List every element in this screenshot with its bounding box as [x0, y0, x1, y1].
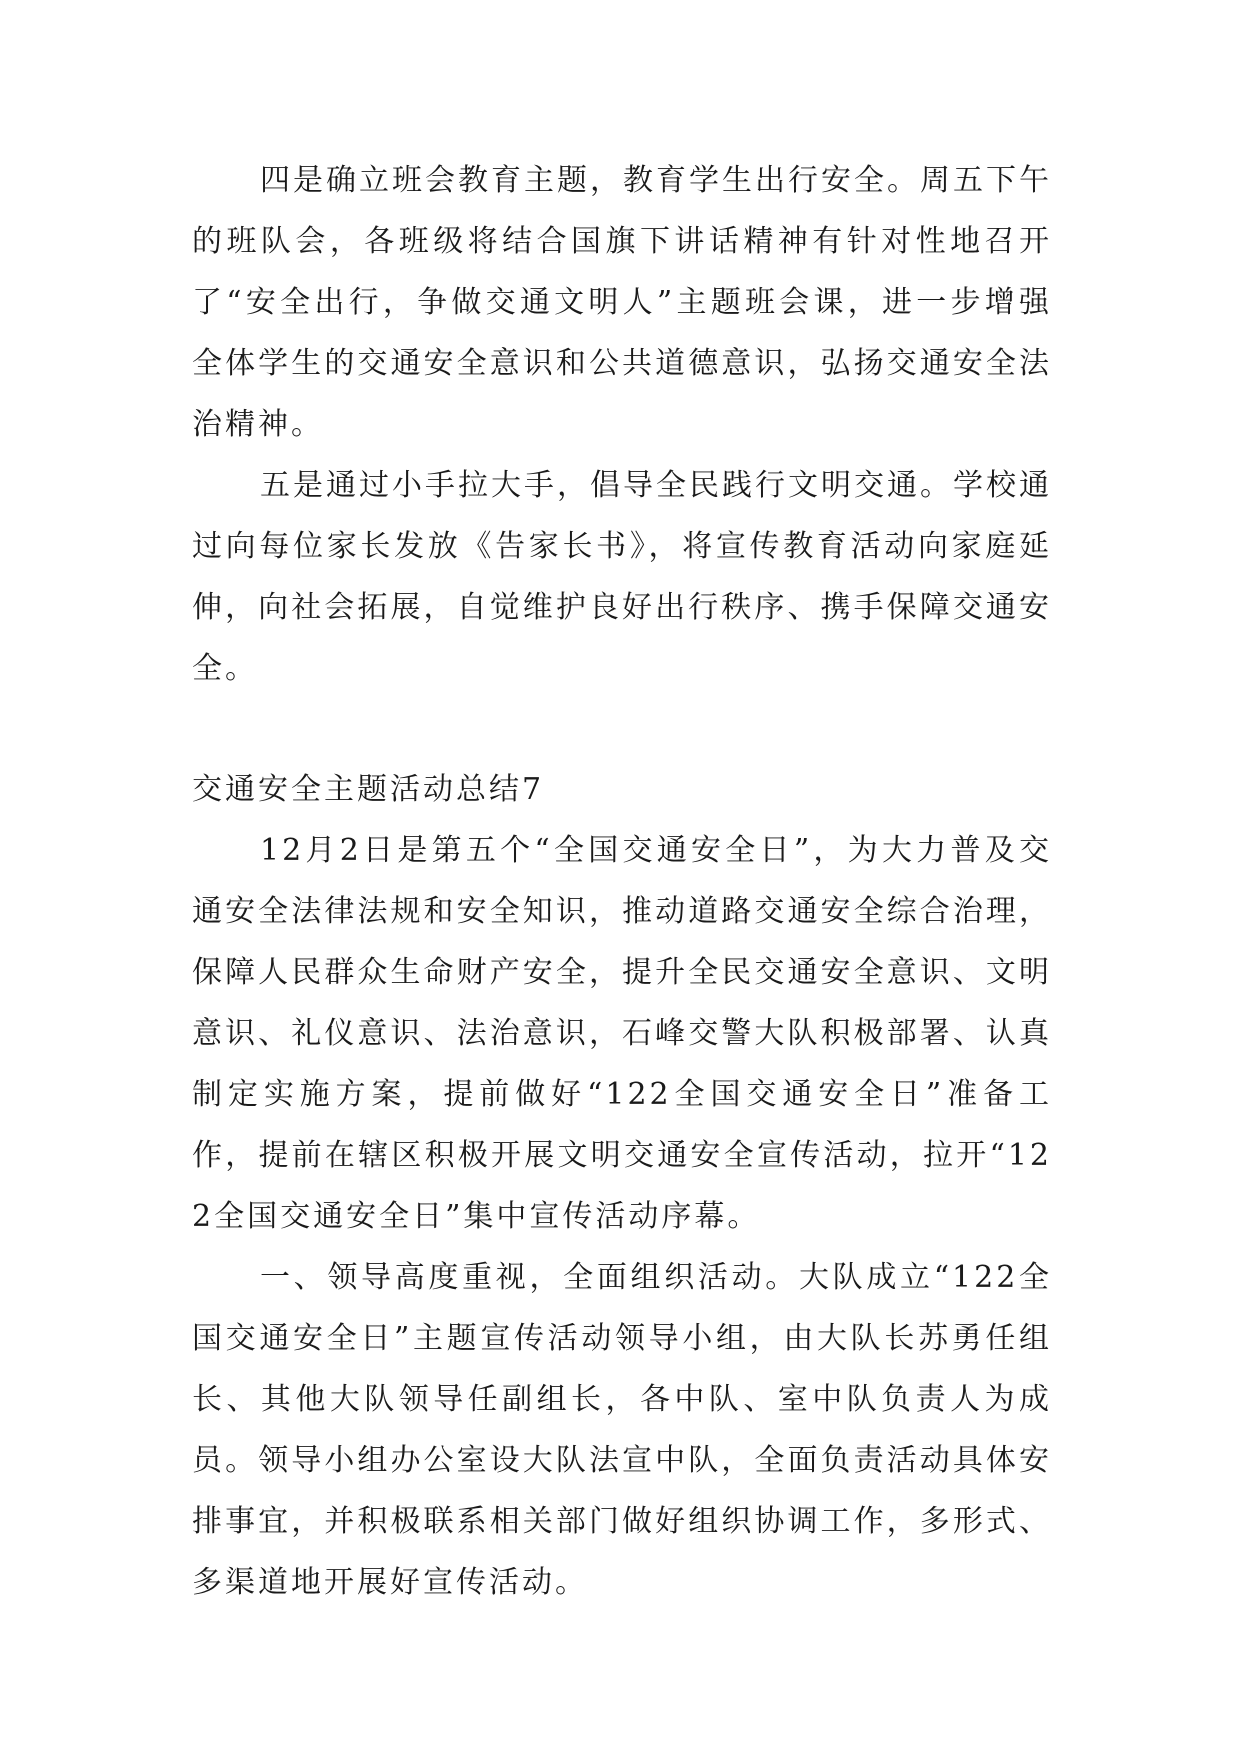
document-body: [192, 150, 1052, 1613]
paragraph-parent-letter: 五是通过小手拉大手，倡导全民践行文明交通。学校通过向每位家长发放《告家长书》，将宣传教育活动向家庭延伸，向社会拓展，自觉维护良好出行秩序、携手保障交通安全。: [192, 468, 1052, 686]
paragraph-leadership: 一、领导高度重视，全面组织活动。大队成立“122全国交通安全日”主题宣传活动领导小组，由大队长苏勇任组长、其他大队领导任副组长，各中队、室中队负责人为成员。领导小组办公室设大队法宣中队，全面负责活动具体安排事宜，并积极联系相关部门做好组织协调工作，多形式、多渠道地开展好宣传活动。: [192, 1260, 1052, 1600]
section-title: 交通安全主题活动总结7: [192, 772, 545, 807]
paragraph-traffic-safety-day: 12月2日是第五个“全国交通安全日”，为大力普及交通安全法律法规和安全知识，推动道路交通安全综合治理，保障人民群众生命财产安全，提升全民交通安全意识、文明意识、礼仪意识、法治意识，石峰交警大队积极部署、认真制定实施方案，提前做好“122全国交通安全日”准备工作，提前在辖区积极开展文明交通安全宣传活动，拉开“122全国交通安全日”集中宣传活动序幕。: [192, 833, 1052, 1234]
paragraph-class-meeting: 四是确立班会教育主题，教育学生出行安全。周五下午的班队会，各班级将结合国旗下讲话精神有针对性地召开了“安全出行，争做交通文明人”主题班会课，进一步增强全体学生的交通安全意识和公共道德意识，弘扬交通安全法治精神。: [192, 163, 1052, 442]
